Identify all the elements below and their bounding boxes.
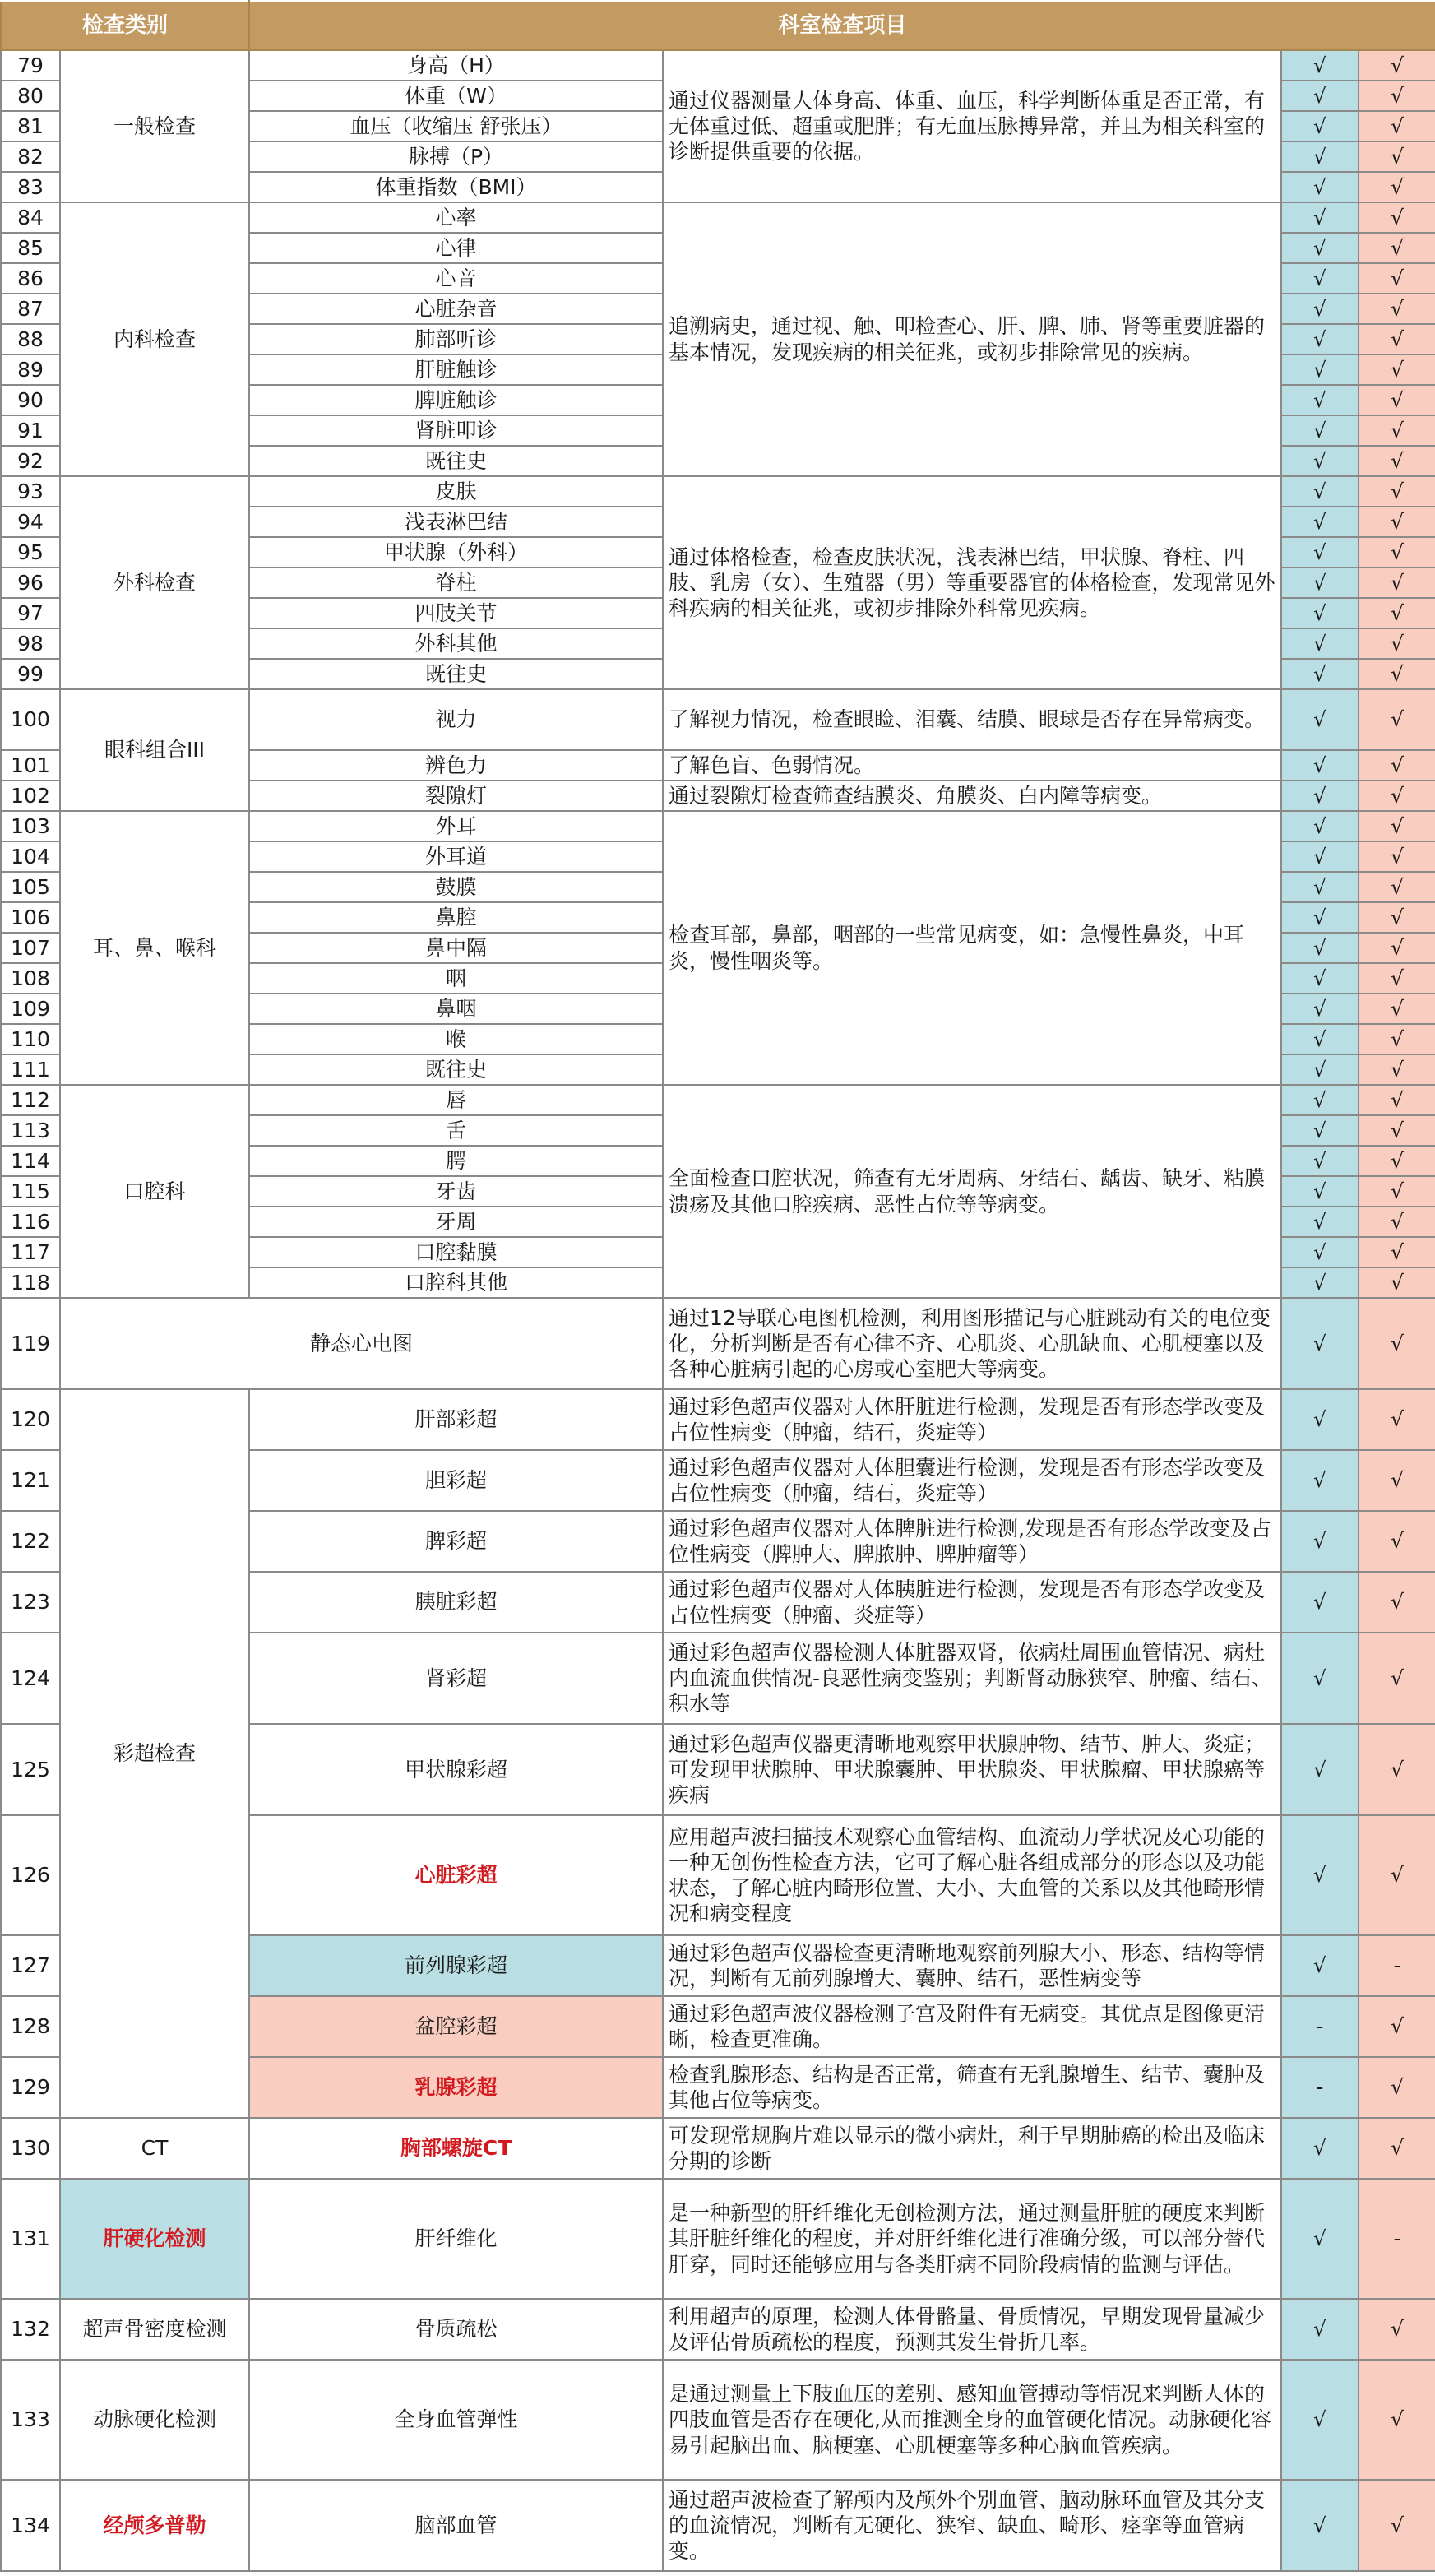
description-cell: 检查耳部，鼻部，咽部的一些常见病变，如：急慢性鼻炎，中耳炎，慢性咽炎等。 [663,811,1281,1085]
male-mark: √ [1281,1115,1359,1146]
female-mark: √ [1359,2057,1435,2118]
male-mark: √ [1281,1176,1359,1207]
description-cell: 通过仪器测量人体身高、体重、血压，科学判断体重是否正常，有无体重过低、超重或肥胖；有无血压脉搏异常，并且为相关科室的诊断提供重要的依据。 [663,50,1281,202]
female-mark: √ [1359,50,1435,81]
row-number: 97 [1,598,60,628]
female-mark: √ [1359,1237,1435,1267]
female-mark: - [1359,1935,1435,1996]
female-mark: √ [1359,446,1435,476]
item-cell: 胰脏彩超 [249,1572,663,1633]
item-cell: 肾脏叩诊 [249,415,663,446]
description-cell: 通过超声波检查了解颅内及颅外个别血管、脑动脉环血管及其分支的血流情况，判断有无硬化、狭窄、缺血、畸形、痉挛等血管病变。 [663,2480,1281,2571]
female-mark: √ [1359,1054,1435,1085]
item-cell: 盆腔彩超 [249,1996,663,2057]
female-mark: √ [1359,537,1435,568]
table-row [1,476,1435,507]
description-cell: 检查乳腺形态、结构是否正常，筛查有无乳腺增生、结节、囊肿及其他占位等病变。 [663,2057,1281,2118]
item-cell: 既往史 [249,1054,663,1085]
item-cell: 体重（W） [249,81,663,111]
row-number: 89 [1,354,60,385]
row-number: 127 [1,1935,60,1996]
male-mark: √ [1281,476,1359,507]
female-mark: √ [1359,507,1435,537]
male-mark: √ [1281,2179,1359,2299]
row-number: 128 [1,1996,60,2057]
item-cell: 口腔黏膜 [249,1237,663,1267]
female-mark: √ [1359,294,1435,324]
item-cell: 体重指数（BMI） [249,172,663,202]
row-number: 129 [1,2057,60,2118]
item-cell: 胆彩超 [249,1450,663,1511]
female-mark: √ [1359,933,1435,963]
male-mark: √ [1281,1511,1359,1572]
table-row [1,1085,1435,1115]
row-number: 117 [1,1237,60,1267]
male-mark: √ [1281,172,1359,202]
male-mark: √ [1281,994,1359,1024]
male-mark: √ [1281,202,1359,233]
description-cell: 通过彩色超声仪器对人体肝脏进行检测，发现是否有形态学改变及占位性病变（肿瘤，结石，炎症等） [663,1389,1281,1450]
row-number: 106 [1,902,60,933]
item-cell: 鼻中隔 [249,933,663,963]
description-cell: 了解色盲、色弱情况。 [663,750,1281,781]
category-cell: 超声骨密度检测 [60,2299,249,2360]
table-row [1,689,1435,750]
female-mark: √ [1359,1450,1435,1511]
description-cell: 了解视力情况，检查眼睑、泪囊、结膜、眼球是否存在异常病变。 [663,689,1281,750]
item-cell: 四肢关节 [249,598,663,628]
item-cell: 皮肤 [249,476,663,507]
female-mark: - [1359,2179,1435,2299]
female-mark: √ [1359,1724,1435,1815]
female-mark: √ [1359,1389,1435,1450]
male-mark: √ [1281,324,1359,354]
row-number: 109 [1,994,60,1024]
description-cell: 通过彩色超声仪器检测人体脏器双肾，依病灶周围血管情况、病灶内血流血供情况-良恶性病变鉴别；判断肾动脉狭窄、肿瘤、结石、积水等 [663,1633,1281,1724]
item-cell: 肺部听诊 [249,324,663,354]
row-number: 79 [1,50,60,81]
female-mark: √ [1359,1996,1435,2057]
row-number: 134 [1,2480,60,2571]
male-mark: √ [1281,1085,1359,1115]
item-cell: 前列腺彩超 [249,1935,663,1996]
male-mark: √ [1281,902,1359,933]
male-mark: √ [1281,233,1359,263]
male-mark: √ [1281,872,1359,902]
table-row [1,2360,1435,2480]
male-mark: √ [1281,1572,1359,1633]
row-number: 100 [1,689,60,750]
row-number: 133 [1,2360,60,2480]
row-number: 84 [1,202,60,233]
table-row [1,50,1435,81]
male-mark: √ [1281,2118,1359,2179]
row-number: 94 [1,507,60,537]
row-number: 118 [1,1267,60,1298]
category-cell: 耳、鼻、喉科 [60,811,249,1085]
row-number: 126 [1,1815,60,1935]
female-mark: √ [1359,2480,1435,2571]
item-cell: 肝部彩超 [249,1389,663,1450]
description-cell: 可发现常规胸片难以显示的微小病灶，利于早期肺癌的检出及临床分期的诊断 [663,2118,1281,2179]
header-row [1,1,1435,50]
description-cell: 通过彩色超声波仪器检测子宫及附件有无病变。其优点是图像更清晰，检查更准确。 [663,1996,1281,2057]
item-cell: 鼓膜 [249,872,663,902]
male-mark: √ [1281,1207,1359,1237]
male-mark: √ [1281,689,1359,750]
item-cell: 裂隙灯 [249,781,663,811]
female-mark: √ [1359,202,1435,233]
female-mark: √ [1359,568,1435,598]
row-number: 120 [1,1389,60,1450]
category-cell: 外科检查 [60,476,249,689]
male-mark: √ [1281,111,1359,141]
male-mark: √ [1281,415,1359,446]
male-mark: √ [1281,1298,1359,1389]
item-cell: 脾脏触诊 [249,385,663,415]
description-cell: 是一种新型的肝纤维化无创检测方法，通过测量肝脏的硬度来判断其肝脏纤维化的程度，并对肝纤维化进行准确分级，可以部分替代肝穿，同时还能够应用与各类肝病不同阶段病情的监测与评估。 [663,2179,1281,2299]
row-number: 101 [1,750,60,781]
item-cell: 乳腺彩超 [249,2057,663,2118]
male-mark: √ [1281,294,1359,324]
male-mark: √ [1281,2299,1359,2360]
female-mark: √ [1359,811,1435,841]
male-mark: - [1281,2057,1359,2118]
item-cell: 骨质疏松 [249,2299,663,2360]
item-cell: 既往史 [249,446,663,476]
item-cell: 肾彩超 [249,1633,663,1724]
row-number: 103 [1,811,60,841]
male-mark: √ [1281,659,1359,689]
category-cell: CT [60,2118,249,2179]
table-row [1,2179,1435,2299]
row-number: 119 [1,1298,60,1389]
item-cell: 甲状腺彩超 [249,1724,663,1815]
row-number: 121 [1,1450,60,1511]
description-cell: 通过彩色超声仪器对人体脾脏进行检测,发现是否有形态学改变及占位性病变（脾肿大、脾脓肿、脾肿瘤等） [663,1511,1281,1572]
male-mark: √ [1281,963,1359,994]
female-mark: √ [1359,598,1435,628]
item-cell: 唇 [249,1085,663,1115]
female-mark: √ [1359,141,1435,172]
male-mark: √ [1281,598,1359,628]
female-mark: √ [1359,750,1435,781]
item-cell: 辨色力 [249,750,663,781]
item-cell: 脉搏（P） [249,141,663,172]
category-cell: 肝硬化检测 [60,2179,249,2299]
row-number: 104 [1,841,60,872]
item-cell: 咽 [249,963,663,994]
item-cell: 牙周 [249,1207,663,1237]
female-mark: √ [1359,781,1435,811]
female-mark: √ [1359,689,1435,750]
male-mark: √ [1281,568,1359,598]
description-cell: 通过12导联心电图机检测，利用图形描记与心脏跳动有关的电位变化，分析判断是否有心律不齐、心肌炎、心肌缺血、心肌梗塞以及各种心脏病引起的心房或心室肥大等病变。 [663,1298,1281,1389]
female-mark: √ [1359,1511,1435,1572]
male-mark: √ [1281,50,1359,81]
item-cell: 全身血管弹性 [249,2360,663,2480]
female-mark: √ [1359,841,1435,872]
description-cell: 通过彩色超声仪器对人体胰脏进行检测，发现是否有形态学改变及占位性病变（肿瘤、炎症等） [663,1572,1281,1633]
description-cell: 是通过测量上下肢血压的差别、感知血管搏动等情况来判断人体的四肢血管是否存在硬化,从而推测全身的血管硬化情况。动脉硬化容易引起脑出血、脑梗塞、心肌梗塞等多种心脑血管疾病。 [663,2360,1281,2480]
row-number: 111 [1,1054,60,1085]
row-number: 85 [1,233,60,263]
female-mark: √ [1359,172,1435,202]
female-mark: √ [1359,111,1435,141]
male-mark: √ [1281,933,1359,963]
row-number: 122 [1,1511,60,1572]
item-cell: 心率 [249,202,663,233]
female-mark: √ [1359,1815,1435,1935]
row-number: 90 [1,385,60,415]
row-number: 108 [1,963,60,994]
item-cell: 外耳 [249,811,663,841]
male-mark: √ [1281,750,1359,781]
female-mark: √ [1359,2118,1435,2179]
female-mark: √ [1359,1298,1435,1389]
category-cell: 眼科组合III [60,689,249,811]
item-cell: 胸部螺旋CT [249,2118,663,2179]
row-number: 95 [1,537,60,568]
item-cell: 肝脏触诊 [249,354,663,385]
description-cell: 应用超声波扫描技术观察心血管结构、血流动力学状况及心功能的一种无创伤性检查方法，它可了解心脏各组成部分的形态以及功能状态，了解心脏内畸形位置、大小、大血管的关系以及其他畸形情况和病变程度 [663,1815,1281,1935]
row-number: 114 [1,1146,60,1176]
male-mark: √ [1281,811,1359,841]
row-number: 124 [1,1633,60,1724]
item-cell: 肝纤维化 [249,2179,663,2299]
table-row [1,811,1435,841]
description-cell: 通过体格检查，检查皮肤状况，浅表淋巴结，甲状腺、脊柱、四肢、乳房（女）、生殖器（男）等重要器官的体格检查，发现常见外科疾病的相关征兆，或初步排除外科常见疾病。 [663,476,1281,689]
category-cell: 一般检查 [60,50,249,202]
description-cell: 利用超声的原理，检测人体骨骼量、骨质情况，早期发现骨量减少及评估骨质疏松的程度，预测其发生骨折几率。 [663,2299,1281,2360]
row-number: 123 [1,1572,60,1633]
item-cell: 口腔科其他 [249,1267,663,1298]
male-mark: √ [1281,263,1359,294]
female-mark: √ [1359,1146,1435,1176]
male-mark: √ [1281,1146,1359,1176]
female-mark: √ [1359,233,1435,263]
female-mark: √ [1359,1115,1435,1146]
item-cell: 鼻咽 [249,994,663,1024]
female-mark: √ [1359,872,1435,902]
male-mark: √ [1281,781,1359,811]
row-number: 110 [1,1024,60,1054]
item-cell: 舌 [249,1115,663,1146]
description-cell: 追溯病史，通过视、触、叩检查心、肝、脾、肺、肾等重要脏器的基本情况，发现疾病的相关征兆，或初步排除常见的疾病。 [663,202,1281,476]
female-mark: √ [1359,263,1435,294]
row-number: 80 [1,81,60,111]
male-mark: √ [1281,841,1359,872]
male-mark: √ [1281,1633,1359,1724]
item-cell: 外科其他 [249,628,663,659]
table-row [1,2299,1435,2360]
table-row [1,2480,1435,2571]
male-mark: √ [1281,2480,1359,2571]
item-cell: 浅表淋巴结 [249,507,663,537]
item-cell: 脊柱 [249,568,663,598]
item-cell: 心脏杂音 [249,294,663,324]
female-mark: √ [1359,2299,1435,2360]
category-cell: 经颅多普勒 [60,2480,249,2571]
category-cell: 内科检查 [60,202,249,476]
description-cell: 通过裂隙灯检查筛查结膜炎、角膜炎、白内障等病变。 [663,781,1281,811]
female-mark: √ [1359,415,1435,446]
row-number: 83 [1,172,60,202]
item-cell: 腭 [249,1146,663,1176]
item-cell: 甲状腺（外科） [249,537,663,568]
row-number: 116 [1,1207,60,1237]
item-cell: 脾彩超 [249,1511,663,1572]
category-cell: 口腔科 [60,1085,249,1298]
description-cell: 通过彩色超声仪器检查更清晰地观察前列腺大小、形态、结构等情况，判断有无前列腺增大、囊肿、结石，恶性病变等 [663,1935,1281,1996]
row-number: 105 [1,872,60,902]
row-number: 115 [1,1176,60,1207]
item-cell: 脑部血管 [249,2480,663,2571]
item-cell: 既往史 [249,659,663,689]
row-number: 112 [1,1085,60,1115]
item-cell: 鼻腔 [249,902,663,933]
male-mark: √ [1281,1054,1359,1085]
male-mark: √ [1281,1815,1359,1935]
row-number: 99 [1,659,60,689]
male-mark: √ [1281,1389,1359,1450]
female-mark: √ [1359,1267,1435,1298]
category-cell: 动脉硬化检测 [60,2360,249,2480]
row-number: 87 [1,294,60,324]
item-cell: 外耳道 [249,841,663,872]
row-number: 88 [1,324,60,354]
table-row [1,1389,1435,1450]
item-cell: 心律 [249,233,663,263]
item-cell: 身高（H） [249,50,663,81]
female-mark: √ [1359,659,1435,689]
female-mark: √ [1359,994,1435,1024]
category-cell: 彩超检查 [60,1389,249,2118]
category-cell: 静态心电图 [60,1298,663,1389]
row-number: 113 [1,1115,60,1146]
row-number: 107 [1,933,60,963]
item-cell: 心脏彩超 [249,1815,663,1935]
row-number: 102 [1,781,60,811]
female-mark: √ [1359,324,1435,354]
row-number: 86 [1,263,60,294]
female-mark: √ [1359,2360,1435,2480]
item-cell: 血压（收缩压 舒张压） [249,111,663,141]
male-mark: - [1281,1996,1359,2057]
table-row [1,2118,1435,2179]
female-mark: √ [1359,1085,1435,1115]
category-header: 检查类别 [1,1,249,50]
male-mark: √ [1281,1237,1359,1267]
male-mark: √ [1281,385,1359,415]
female-mark: √ [1359,476,1435,507]
items-header: 科室检查项目 [249,1,1435,50]
male-mark: √ [1281,446,1359,476]
female-mark: √ [1359,963,1435,994]
male-mark: √ [1281,1450,1359,1511]
male-mark: √ [1281,537,1359,568]
item-cell: 心音 [249,263,663,294]
female-mark: √ [1359,1024,1435,1054]
female-mark: √ [1359,1572,1435,1633]
male-mark: √ [1281,1024,1359,1054]
female-mark: √ [1359,902,1435,933]
female-mark: √ [1359,1176,1435,1207]
male-mark: √ [1281,628,1359,659]
item-cell: 喉 [249,1024,663,1054]
row-number: 132 [1,2299,60,2360]
table-row [1,1298,1435,1389]
male-mark: √ [1281,2360,1359,2480]
row-number: 125 [1,1724,60,1815]
item-cell: 牙齿 [249,1176,663,1207]
female-mark: √ [1359,385,1435,415]
female-mark: √ [1359,628,1435,659]
description-cell: 通过彩色超声仪器对人体胆囊进行检测，发现是否有形态学改变及占位性病变（肿瘤，结石，炎症等） [663,1450,1281,1511]
table-row [1,202,1435,233]
row-number: 92 [1,446,60,476]
male-mark: √ [1281,141,1359,172]
row-number: 93 [1,476,60,507]
male-mark: √ [1281,1267,1359,1298]
row-number: 91 [1,415,60,446]
female-mark: √ [1359,1207,1435,1237]
description-cell: 全面检查口腔状况，筛查有无牙周病、牙结石、龋齿、缺牙、粘膜溃疡及其他口腔疾病、恶性占位等等病变。 [663,1085,1281,1298]
description-cell: 通过彩色超声仪器更清晰地观察甲状腺肿物、结节、肿大、炎症；可发现甲状腺肿、甲状腺囊肿、甲状腺炎、甲状腺瘤、甲状腺癌等疾病 [663,1724,1281,1815]
male-mark: √ [1281,1724,1359,1815]
female-mark: √ [1359,354,1435,385]
female-mark: √ [1359,1633,1435,1724]
row-number: 130 [1,2118,60,2179]
female-mark: √ [1359,81,1435,111]
item-cell: 视力 [249,689,663,750]
male-mark: √ [1281,81,1359,111]
row-number: 81 [1,111,60,141]
male-mark: √ [1281,507,1359,537]
male-mark: √ [1281,1935,1359,1996]
row-number: 131 [1,2179,60,2299]
male-mark: √ [1281,354,1359,385]
row-number: 98 [1,628,60,659]
row-number: 96 [1,568,60,598]
row-number: 82 [1,141,60,172]
